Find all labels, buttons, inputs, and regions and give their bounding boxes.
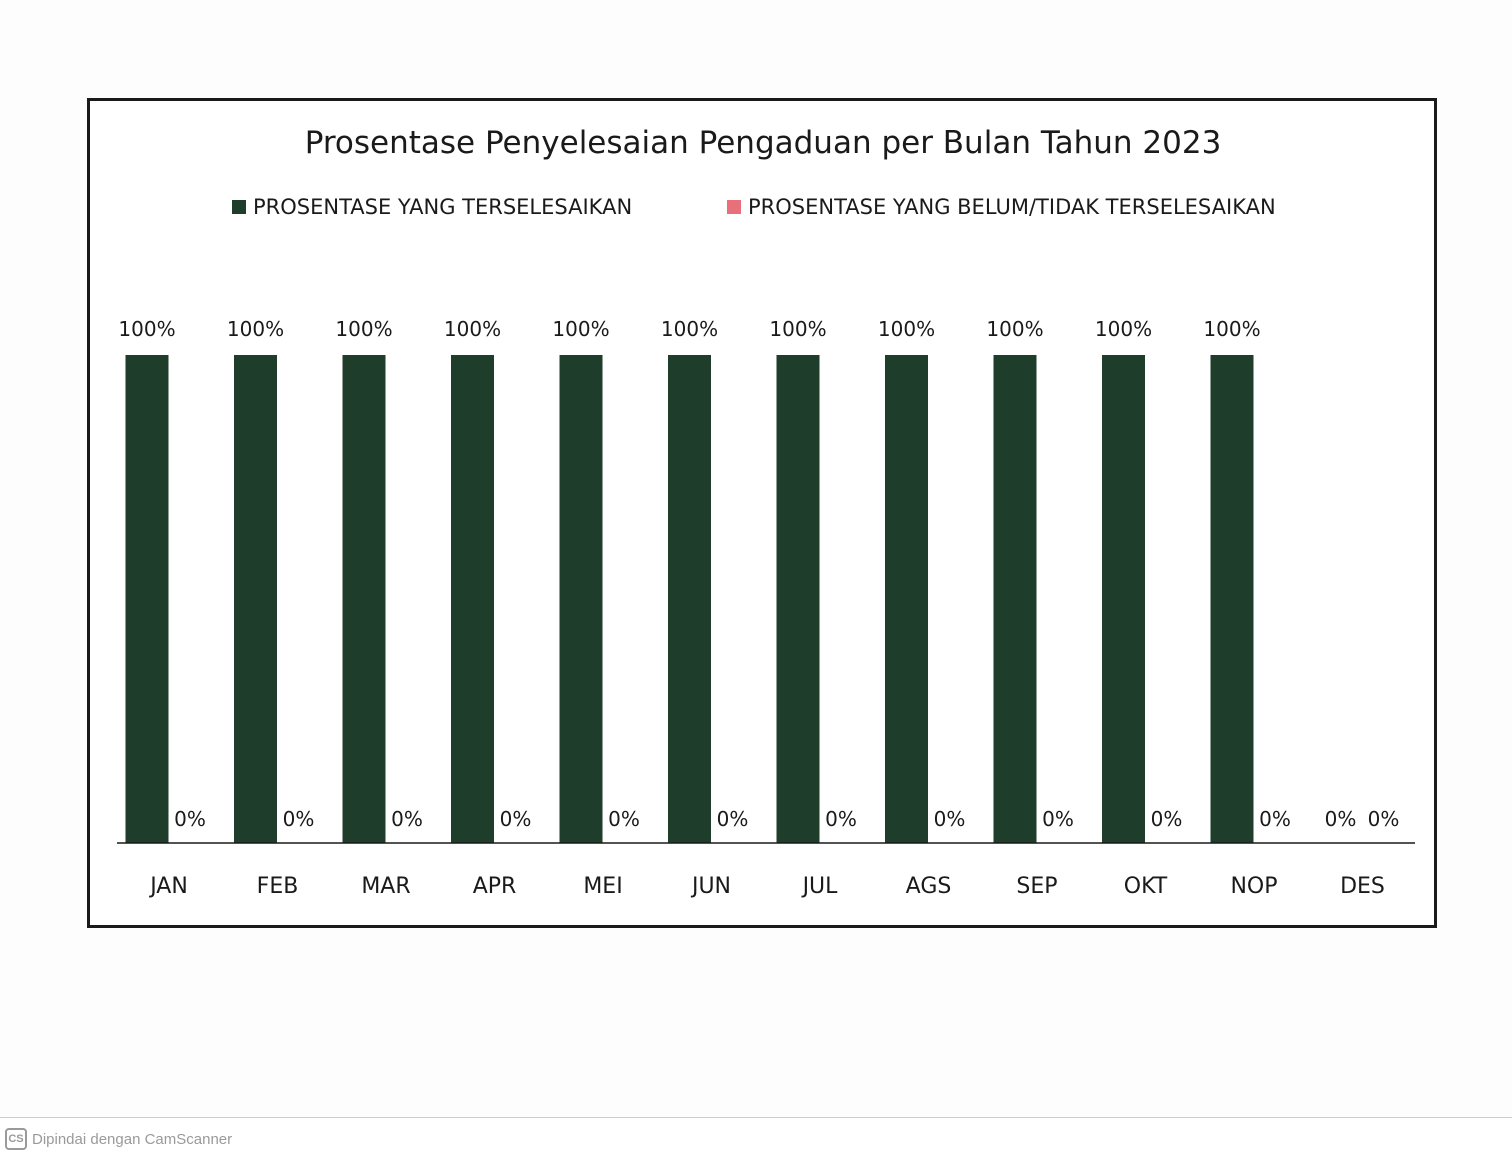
data-label-resolved-jun: 100% <box>660 317 719 341</box>
data-label-unresolved-feb: 0% <box>282 807 315 831</box>
bar-resolved-mei <box>560 355 603 843</box>
data-label-unresolved-apr: 0% <box>499 807 532 831</box>
data-label-resolved-mar: 100% <box>335 317 393 341</box>
data-label-resolved-jan: 100% <box>118 317 176 341</box>
data-label-unresolved-nop: 0% <box>1259 807 1291 831</box>
data-label-resolved-sep: 100% <box>986 317 1044 341</box>
category-label-mei: MEI <box>583 874 623 899</box>
bar-resolved-ags <box>885 355 928 843</box>
data-label-unresolved-mar: 0% <box>391 807 423 831</box>
bar-resolved-mar <box>343 355 386 843</box>
data-label-resolved-okt: 100% <box>1094 317 1153 341</box>
data-label-unresolved-jan: 0% <box>174 807 206 831</box>
camscanner-logo-icon: CS <box>5 1128 27 1150</box>
bar-resolved-apr <box>451 355 494 843</box>
data-label-unresolved-jul: 0% <box>825 807 857 831</box>
chart-title: Prosentase Penyelesaian Pengaduan per Bulan Tahun 2023 <box>304 125 1222 161</box>
category-label-mar: MAR <box>361 874 411 899</box>
category-label-apr: APR <box>472 874 517 899</box>
data-label-unresolved-ags: 0% <box>933 807 966 831</box>
bar-resolved-okt <box>1102 355 1145 843</box>
bar-resolved-jan <box>126 355 169 843</box>
category-label-ags: AGS <box>905 874 952 899</box>
category-label-okt: OKT <box>1123 874 1168 899</box>
legend-label-unresolved: PROSENTASE YANG BELUM/TIDAK TERSELESAIKAN <box>748 195 1276 219</box>
data-label-resolved-des: 0% <box>1324 807 1357 831</box>
data-label-unresolved-sep: 0% <box>1042 807 1074 831</box>
plot-area <box>118 317 1399 899</box>
data-label-unresolved-des: 0% <box>1367 807 1400 831</box>
legend-swatch-resolved <box>232 200 246 214</box>
legend <box>232 195 1276 219</box>
category-label-jul: JUL <box>802 874 838 899</box>
data-label-resolved-apr: 100% <box>443 317 502 341</box>
data-label-resolved-ags: 100% <box>877 317 936 341</box>
bar-resolved-feb <box>234 355 277 843</box>
bar-resolved-nop <box>1211 355 1254 843</box>
data-label-resolved-jul: 100% <box>769 317 827 341</box>
category-label-des: DES <box>1340 874 1385 899</box>
data-label-unresolved-mei: 0% <box>608 807 640 831</box>
bar-resolved-jul <box>777 355 820 843</box>
category-label-jun: JUN <box>691 874 732 899</box>
category-label-jan: JAN <box>150 874 188 899</box>
category-label-feb: FEB <box>256 874 299 899</box>
legend-label-resolved: PROSENTASE YANG TERSELESAIKAN <box>253 195 633 219</box>
data-label-resolved-mei: 100% <box>552 317 610 341</box>
watermark-text: Dipindai dengan CamScanner <box>32 1130 233 1148</box>
legend-swatch-unresolved <box>727 200 741 214</box>
data-label-unresolved-okt: 0% <box>1150 807 1183 831</box>
category-label-nop: NOP <box>1230 874 1278 899</box>
data-label-resolved-feb: 100% <box>226 317 285 341</box>
bar-resolved-jun <box>668 355 711 843</box>
data-label-unresolved-jun: 0% <box>716 807 749 831</box>
bar-resolved-sep <box>994 355 1037 843</box>
category-label-sep: SEP <box>1016 874 1058 899</box>
data-label-resolved-nop: 100% <box>1203 317 1261 341</box>
camscanner-watermark <box>5 1128 232 1150</box>
